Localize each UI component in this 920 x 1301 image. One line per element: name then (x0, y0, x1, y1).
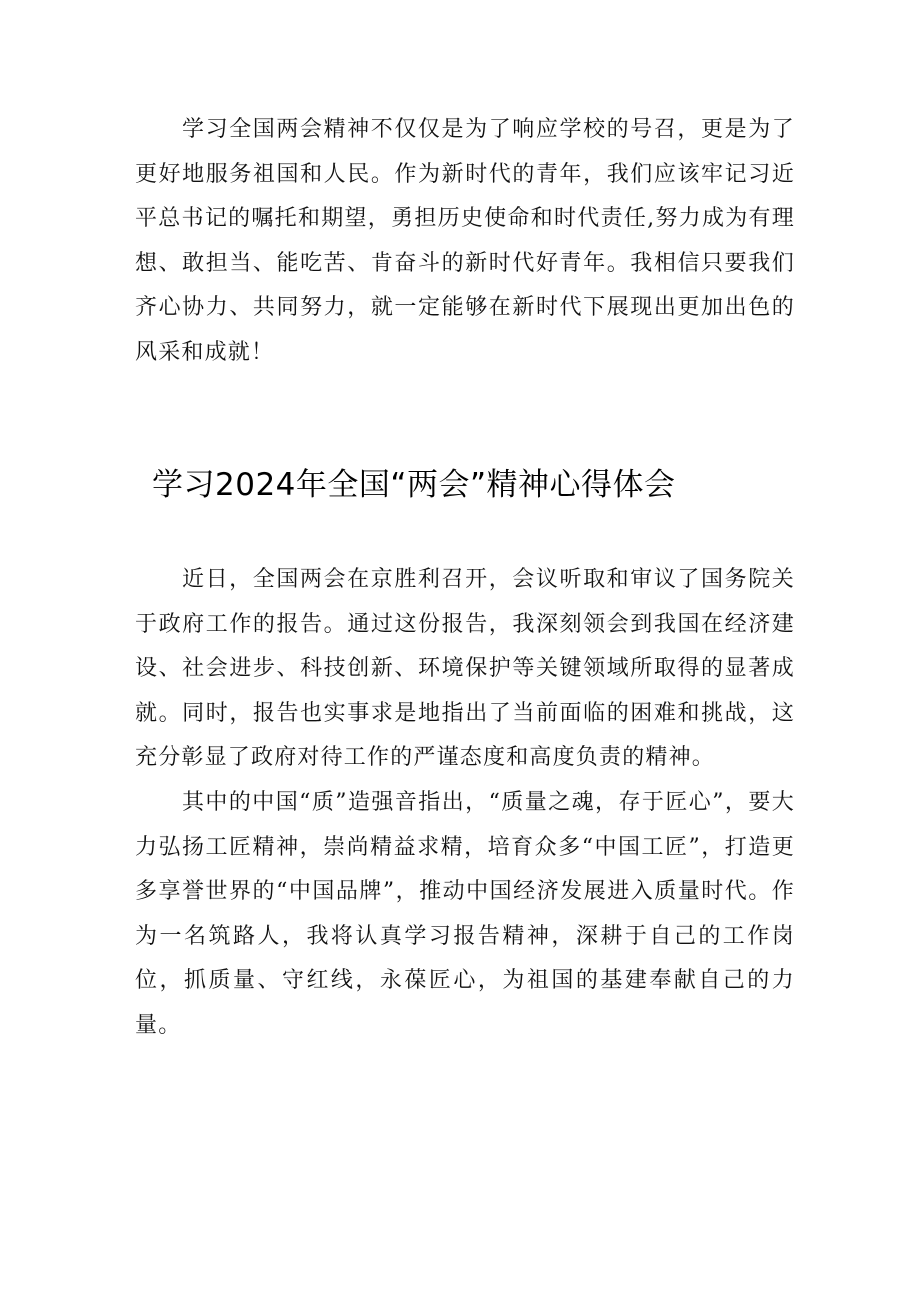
document-heading: 学习2024年全国“两会”精神心得体会 (152, 467, 676, 503)
body-paragraph-2: 其中的中国“质”造强音指出，“质量之魂，存于匠心”，要大力弘扬工匠精神，崇尚精益求精，培育众多“中国工匠”，打造更多享誉世界的“中国品牌”，推动中国经济发展进入质量时代。作为一名筑路人，我将认真学习报告精神，深耕于自己的工作岗位，抓质量、守红线，永葆匠心，为祖国的基建奉献自己的力量。 (135, 790, 795, 1038)
intro-paragraph: 学习全国两会精神不仅仅是为了响应学校的号召，更是为了更好地服务祖国和人民。作为新时代的青年，我们应该牢记习近平总书记的嘱托和期望，勇担历史使命和时代责任,努力成为有理想、敢担当、能吃苦、肯奋斗的新时代好青年。我相信只要我们齐心协力、共同努力，就一定能够在新时代下展现出更加出色的风采和成就！ (135, 117, 795, 365)
body-paragraph-1: 近日，全国两会在京胜利召开，会议听取和审议了国务院关于政府工作的报告。通过这份报告，我深刻领会到我国在经济建设、社会进步、科技创新、环境保护等关键领域所取得的显著成就。同时，报告也实事求是地指出了当前面临的困难和挑战，这充分彰显了政府对待工作的严谨态度和高度负责的精神。 (135, 567, 795, 771)
